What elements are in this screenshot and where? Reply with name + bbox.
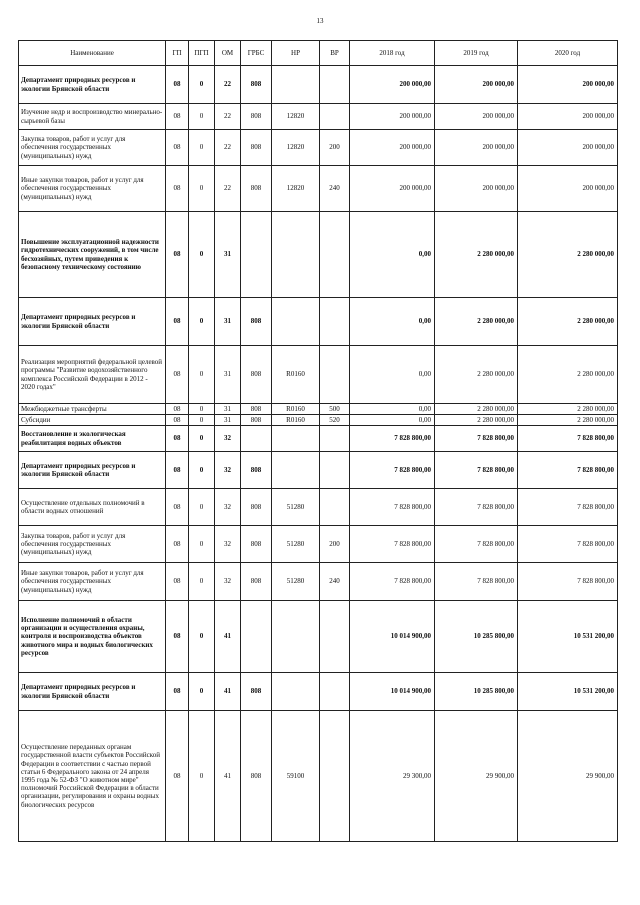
cell-y2018: 7 828 800,00: [350, 452, 435, 489]
cell-name: Повышение эксплуатационной надежности гидротехнических сооружений, в том числе бесхозяйных, путем приведения к безопасному техническому состоянию: [19, 212, 166, 298]
cell-om: 41: [215, 601, 241, 673]
cell-y2018: 0,00: [350, 415, 435, 426]
header-2020: 2020 год: [518, 41, 618, 66]
cell-y2019: 2 280 000,00: [435, 404, 518, 415]
cell-y2020: 2 280 000,00: [518, 404, 618, 415]
cell-gp: 08: [166, 563, 189, 601]
cell-gp: 08: [166, 298, 189, 346]
cell-y2019: 200 000,00: [435, 104, 518, 130]
cell-nr: [272, 66, 320, 104]
table-row: [19, 404, 618, 415]
cell-y2020: 2 280 000,00: [518, 415, 618, 426]
cell-vr: 200: [320, 526, 350, 563]
cell-vr: [320, 601, 350, 673]
cell-y2019: 7 828 800,00: [435, 426, 518, 452]
cell-gp: 08: [166, 601, 189, 673]
cell-name: Изучение недр и воспроизводство минерально-сырьевой базы: [19, 104, 166, 130]
cell-om: 22: [215, 130, 241, 166]
cell-om: 31: [215, 415, 241, 426]
cell-nr: 59100: [272, 711, 320, 842]
cell-grbs: 808: [241, 346, 272, 404]
cell-grbs: 808: [241, 415, 272, 426]
cell-pgp: 0: [189, 711, 215, 842]
cell-om: 22: [215, 166, 241, 212]
table-row: [19, 452, 618, 489]
cell-pgp: 0: [189, 415, 215, 426]
cell-vr: [320, 66, 350, 104]
cell-nr: 12820: [272, 104, 320, 130]
cell-om: 31: [215, 212, 241, 298]
cell-pgp: 0: [189, 489, 215, 526]
cell-y2019: 200 000,00: [435, 166, 518, 212]
cell-grbs: [241, 212, 272, 298]
table-row: [19, 212, 618, 298]
cell-grbs: 808: [241, 563, 272, 601]
cell-pgp: 0: [189, 212, 215, 298]
table-row: [19, 601, 618, 673]
cell-y2018: 200 000,00: [350, 130, 435, 166]
cell-pgp: 0: [189, 104, 215, 130]
cell-grbs: 808: [241, 66, 272, 104]
cell-vr: [320, 104, 350, 130]
cell-y2018: 200 000,00: [350, 66, 435, 104]
cell-om: 31: [215, 346, 241, 404]
cell-grbs: 808: [241, 489, 272, 526]
cell-y2019: 200 000,00: [435, 66, 518, 104]
cell-y2020: 200 000,00: [518, 130, 618, 166]
cell-om: 41: [215, 711, 241, 842]
cell-gp: 08: [166, 415, 189, 426]
cell-nr: R0160: [272, 404, 320, 415]
cell-vr: 240: [320, 563, 350, 601]
cell-nr: [272, 452, 320, 489]
header-gp: ГП: [166, 41, 189, 66]
cell-y2019: 7 828 800,00: [435, 563, 518, 601]
header-vr: ВР: [320, 41, 350, 66]
table-row: [19, 166, 618, 212]
cell-om: 32: [215, 489, 241, 526]
header-om: ОМ: [215, 41, 241, 66]
cell-y2018: 200 000,00: [350, 104, 435, 130]
cell-grbs: 808: [241, 404, 272, 415]
cell-vr: [320, 212, 350, 298]
cell-vr: [320, 452, 350, 489]
cell-grbs: 808: [241, 711, 272, 842]
cell-nr: [272, 673, 320, 711]
cell-name: Департамент природных ресурсов и экологии Брянской области: [19, 673, 166, 711]
cell-name: Межбюджетные трансферты: [19, 404, 166, 415]
table-row: [19, 346, 618, 404]
cell-y2020: 200 000,00: [518, 166, 618, 212]
cell-om: 32: [215, 526, 241, 563]
cell-y2019: 200 000,00: [435, 130, 518, 166]
cell-y2020: 29 900,00: [518, 711, 618, 842]
cell-y2019: 2 280 000,00: [435, 346, 518, 404]
cell-pgp: 0: [189, 563, 215, 601]
cell-name: Иные закупки товаров, работ и услуг для обеспечения государственных (муниципальных) нужд: [19, 563, 166, 601]
table-row: [19, 526, 618, 563]
table-header-row: [19, 41, 618, 66]
cell-gp: 08: [166, 452, 189, 489]
table-row: [19, 673, 618, 711]
cell-grbs: 808: [241, 673, 272, 711]
cell-pgp: 0: [189, 404, 215, 415]
cell-grbs: [241, 426, 272, 452]
table-row: [19, 130, 618, 166]
cell-vr: 240: [320, 166, 350, 212]
cell-om: 41: [215, 673, 241, 711]
cell-y2019: 7 828 800,00: [435, 489, 518, 526]
cell-name: Закупка товаров, работ и услуг для обеспечения государственных (муниципальных) нужд: [19, 526, 166, 563]
cell-pgp: 0: [189, 601, 215, 673]
cell-y2018: 7 828 800,00: [350, 563, 435, 601]
cell-nr: [272, 298, 320, 346]
cell-y2018: 7 828 800,00: [350, 426, 435, 452]
cell-vr: [320, 426, 350, 452]
table-row: [19, 104, 618, 130]
cell-name: Восстановление и экологическая реабилитация водных объектов: [19, 426, 166, 452]
cell-vr: [320, 298, 350, 346]
cell-nr: 51280: [272, 563, 320, 601]
cell-nr: 51280: [272, 489, 320, 526]
cell-grbs: 808: [241, 166, 272, 212]
cell-y2020: 10 531 200,00: [518, 673, 618, 711]
cell-nr: [272, 212, 320, 298]
cell-y2018: 10 014 900,00: [350, 601, 435, 673]
cell-y2019: 29 900,00: [435, 711, 518, 842]
cell-gp: 08: [166, 104, 189, 130]
cell-y2019: 10 285 800,00: [435, 673, 518, 711]
header-2019: 2019 год: [435, 41, 518, 66]
cell-y2020: 200 000,00: [518, 66, 618, 104]
header-grbs: ГРБС: [241, 41, 272, 66]
cell-vr: [320, 489, 350, 526]
cell-y2020: 2 280 000,00: [518, 346, 618, 404]
cell-nr: R0160: [272, 415, 320, 426]
cell-nr: 12820: [272, 130, 320, 166]
cell-pgp: 0: [189, 298, 215, 346]
cell-y2019: 7 828 800,00: [435, 452, 518, 489]
cell-gp: 08: [166, 212, 189, 298]
cell-y2020: 7 828 800,00: [518, 426, 618, 452]
cell-pgp: 0: [189, 130, 215, 166]
cell-nr: R0160: [272, 346, 320, 404]
cell-name: Исполнение полномочий в области организации и осуществления охраны, контроля и воспроизводства объектов животного мира и водных биологических ресурсов: [19, 601, 166, 673]
cell-y2020: 7 828 800,00: [518, 452, 618, 489]
cell-y2018: 0,00: [350, 298, 435, 346]
cell-grbs: 808: [241, 298, 272, 346]
cell-gp: 08: [166, 166, 189, 212]
table-row: [19, 66, 618, 104]
cell-om: 32: [215, 563, 241, 601]
table-row: [19, 563, 618, 601]
cell-vr: 500: [320, 404, 350, 415]
cell-gp: 08: [166, 404, 189, 415]
cell-name: Осуществление переданных органам государственной власти субъектов Российской Федерации в соответствии с частью первой статьи 6 Федерального закона от 24 апреля 1995 года № 52-ФЗ "О животном мире" полномочий Российской Федерации в области организации, регулирования и охраны водных биологических ресурсов: [19, 711, 166, 842]
cell-y2019: 2 280 000,00: [435, 212, 518, 298]
cell-nr: [272, 426, 320, 452]
cell-pgp: 0: [189, 66, 215, 104]
cell-gp: 08: [166, 66, 189, 104]
cell-nr: [272, 601, 320, 673]
header-nr: НР: [272, 41, 320, 66]
cell-y2018: 7 828 800,00: [350, 526, 435, 563]
cell-pgp: 0: [189, 346, 215, 404]
table-row: [19, 415, 618, 426]
cell-gp: 08: [166, 673, 189, 711]
cell-grbs: 808: [241, 526, 272, 563]
cell-grbs: 808: [241, 104, 272, 130]
cell-vr: 200: [320, 130, 350, 166]
cell-gp: 08: [166, 526, 189, 563]
header-pgp: ПГП: [189, 41, 215, 66]
cell-name: Департамент природных ресурсов и экологии Брянской области: [19, 298, 166, 346]
cell-y2018: 0,00: [350, 404, 435, 415]
cell-vr: [320, 711, 350, 842]
page-number: 13: [316, 17, 324, 25]
table-row: [19, 489, 618, 526]
cell-pgp: 0: [189, 452, 215, 489]
cell-vr: [320, 346, 350, 404]
cell-name: Иные закупки товаров, работ и услуг для обеспечения государственных (муниципальных) нужд: [19, 166, 166, 212]
table-row: [19, 711, 618, 842]
cell-y2020: 7 828 800,00: [518, 489, 618, 526]
cell-y2019: 2 280 000,00: [435, 415, 518, 426]
cell-name: Департамент природных ресурсов и экологии Брянской области: [19, 66, 166, 104]
cell-nr: 51280: [272, 526, 320, 563]
cell-nr: 12820: [272, 166, 320, 212]
cell-y2018: 10 014 900,00: [350, 673, 435, 711]
cell-grbs: 808: [241, 130, 272, 166]
cell-name: Осуществление отдельных полномочий в области водных отношений: [19, 489, 166, 526]
budget-table: [18, 40, 618, 842]
cell-om: 22: [215, 104, 241, 130]
cell-om: 31: [215, 298, 241, 346]
cell-gp: 08: [166, 711, 189, 842]
table-row: [19, 426, 618, 452]
cell-y2020: 200 000,00: [518, 104, 618, 130]
header-name: Наименование: [19, 41, 166, 66]
cell-om: 31: [215, 404, 241, 415]
cell-gp: 08: [166, 489, 189, 526]
cell-y2019: 7 828 800,00: [435, 526, 518, 563]
cell-vr: 520: [320, 415, 350, 426]
cell-pgp: 0: [189, 166, 215, 212]
cell-pgp: 0: [189, 426, 215, 452]
cell-y2018: 0,00: [350, 346, 435, 404]
table-row: [19, 298, 618, 346]
cell-om: 32: [215, 426, 241, 452]
cell-grbs: 808: [241, 452, 272, 489]
cell-y2018: 7 828 800,00: [350, 489, 435, 526]
cell-y2018: 29 300,00: [350, 711, 435, 842]
cell-om: 22: [215, 66, 241, 104]
cell-name: Департамент природных ресурсов и экологии Брянской области: [19, 452, 166, 489]
cell-om: 32: [215, 452, 241, 489]
cell-name: Закупка товаров, работ и услуг для обеспечения государственных (муниципальных) нужд: [19, 130, 166, 166]
cell-pgp: 0: [189, 673, 215, 711]
cell-name: Субсидии: [19, 415, 166, 426]
cell-y2019: 2 280 000,00: [435, 298, 518, 346]
cell-y2020: 7 828 800,00: [518, 526, 618, 563]
cell-name: Реализация мероприятий федеральной целевой программы "Развитие водохозяйственного комплекса Российской Федерации в 2012 - 2020 годах": [19, 346, 166, 404]
cell-vr: [320, 673, 350, 711]
header-2018: 2018 год: [350, 41, 435, 66]
cell-pgp: 0: [189, 526, 215, 563]
cell-gp: 08: [166, 130, 189, 166]
cell-y2020: 7 828 800,00: [518, 563, 618, 601]
cell-y2020: 2 280 000,00: [518, 298, 618, 346]
cell-y2018: 200 000,00: [350, 166, 435, 212]
cell-y2020: 2 280 000,00: [518, 212, 618, 298]
cell-grbs: [241, 601, 272, 673]
cell-gp: 08: [166, 346, 189, 404]
cell-y2020: 10 531 200,00: [518, 601, 618, 673]
cell-y2018: 0,00: [350, 212, 435, 298]
cell-gp: 08: [166, 426, 189, 452]
cell-y2019: 10 285 800,00: [435, 601, 518, 673]
